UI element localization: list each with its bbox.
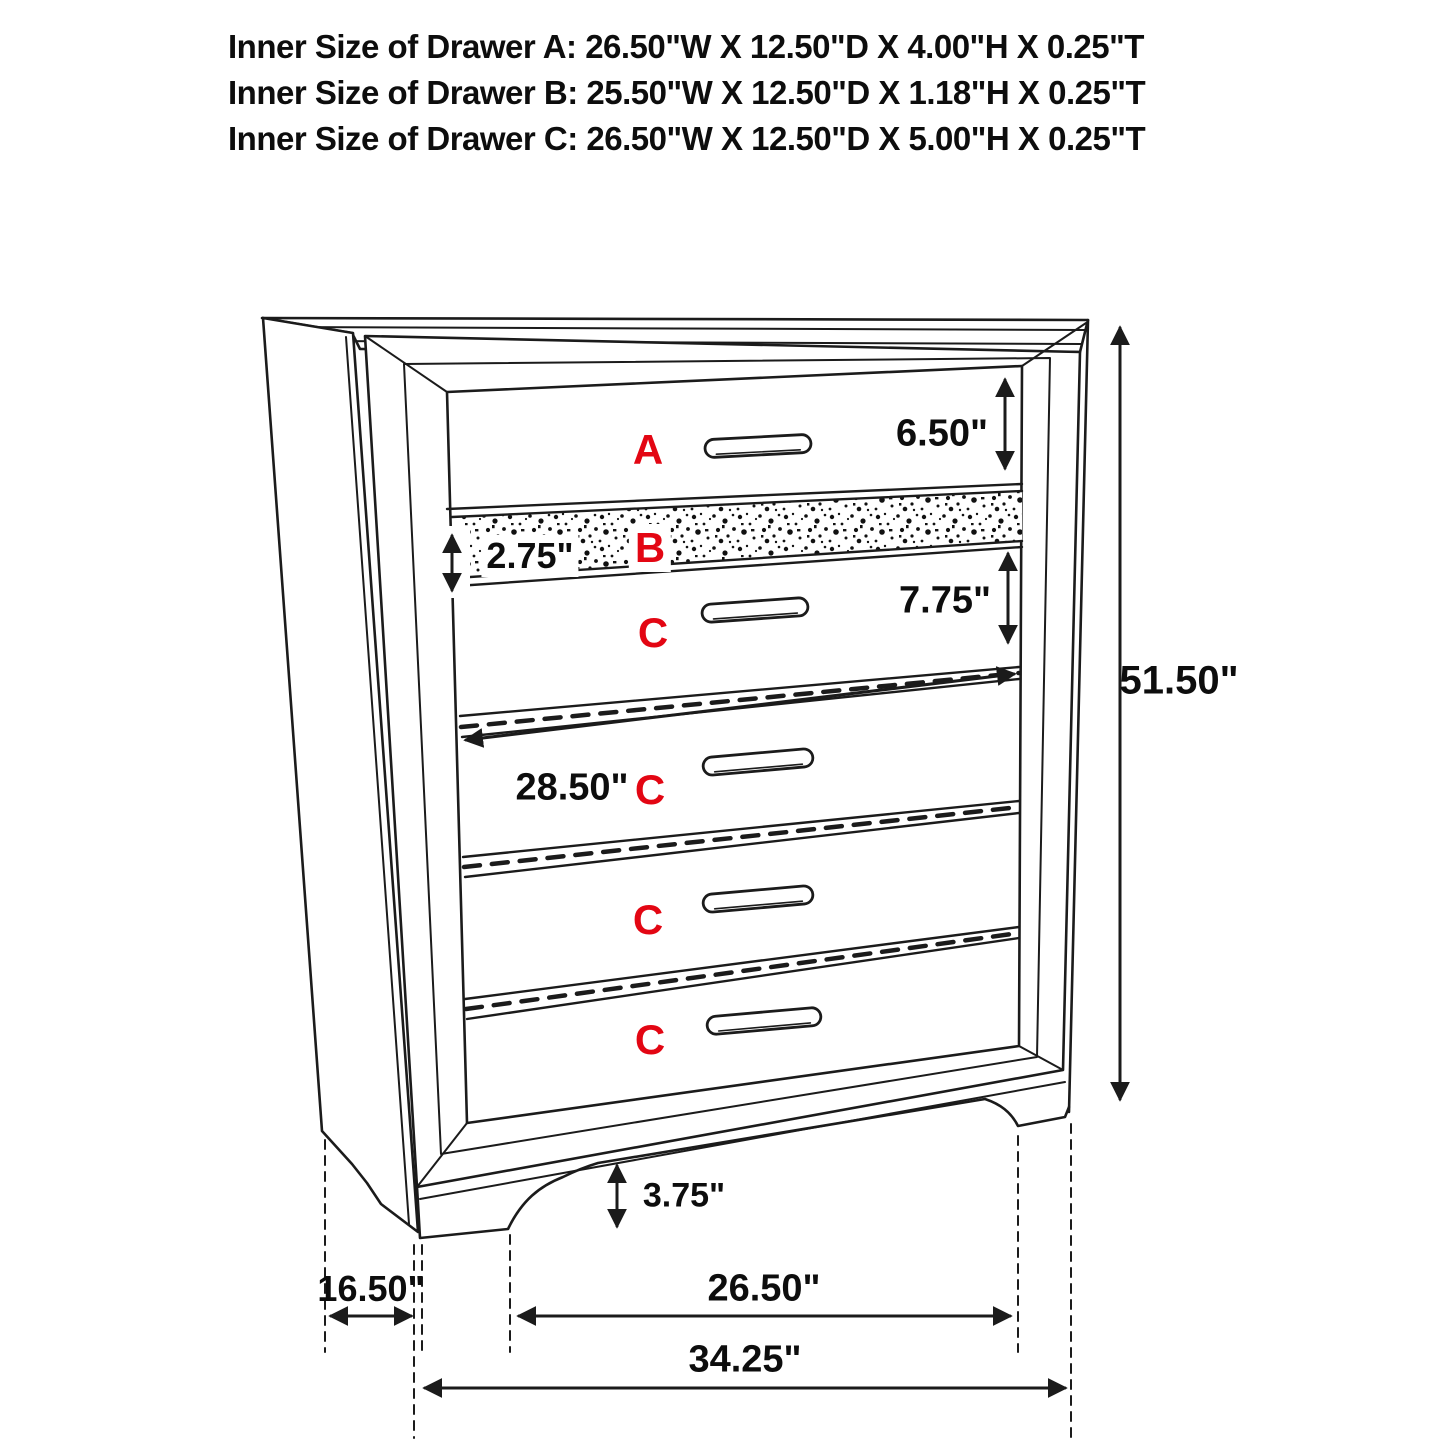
dim-feet-span: 26.50" [707, 1267, 821, 1310]
header-line-drawer-c: Inner Size of Drawer C: 26.50"W X 12.50"D X 5.00"H X 0.25"T [228, 120, 1146, 157]
drawer-c2-label: C [634, 766, 666, 813]
dim-drawer-a-height: 6.50" [896, 412, 988, 455]
header-line-drawer-b: Inner Size of Drawer B: 25.50"W X 12.50"D X 1.18"H X 0.25"T [228, 74, 1146, 111]
dim-drawer-b-height: 2.75" [481, 535, 578, 577]
drawer-a-handle [705, 434, 812, 458]
dim-total-height: 51.50" [1119, 658, 1239, 703]
drawer-c3-label: C [632, 896, 664, 943]
dim-foot-height: 3.75" [642, 1176, 726, 1215]
dim-drawer-c-height: 7.75" [899, 579, 991, 622]
header-line-drawer-a: Inner Size of Drawer A: 26.50"W X 12.50"D X 4.00"H X 0.25"T [228, 28, 1144, 65]
drawer-b-label: B [629, 524, 671, 572]
drawer-c1-label: C [637, 609, 669, 656]
dim-drawer-width: 28.50" [515, 766, 629, 809]
drawer-a-label: A [632, 426, 664, 473]
drawer-c4-label: C [634, 1016, 666, 1063]
dim-side-depth: 16.50" [317, 1268, 425, 1309]
dim-total-width: 34.25" [688, 1338, 802, 1381]
